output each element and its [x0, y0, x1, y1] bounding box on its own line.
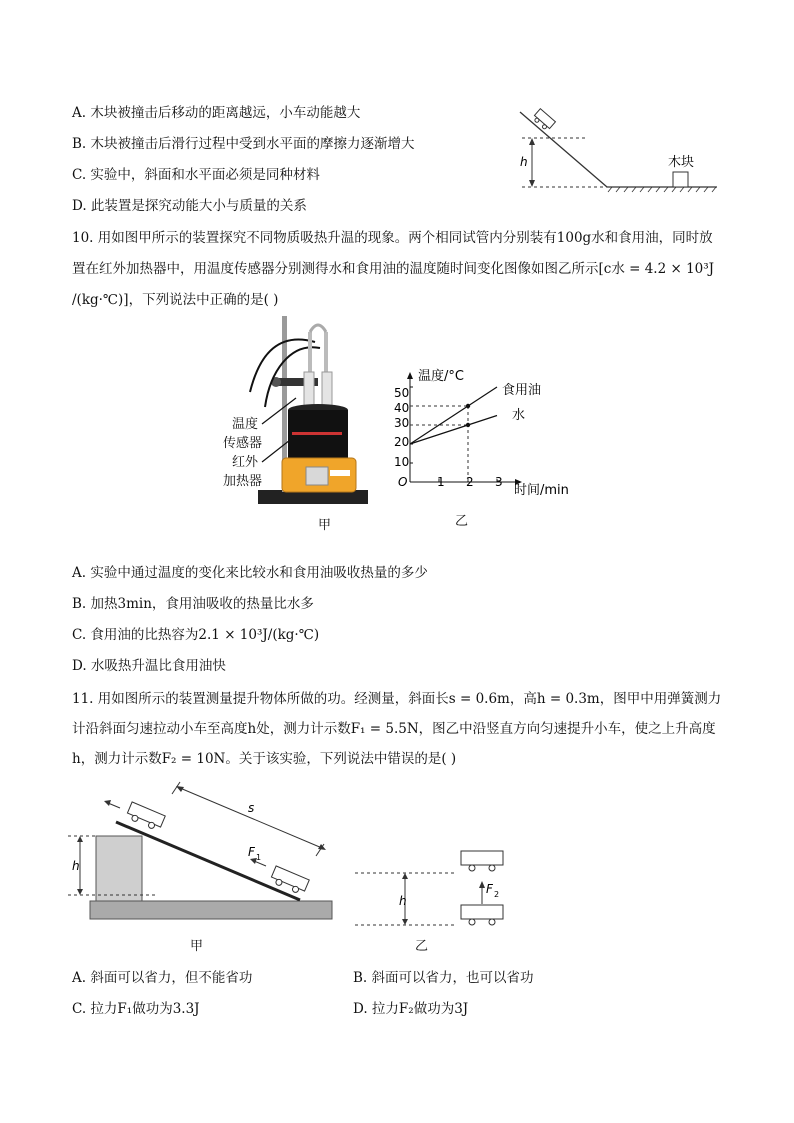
q11-s-label: s [248, 801, 255, 815]
graph-ytick-10: 10 [394, 455, 410, 469]
q10-temperature-graph [380, 362, 580, 502]
q11-stem-line3: h，测力计示数F₂ = 10N。关于该实验，下列说法中错误的是( ) [72, 751, 457, 767]
graph-series-label-oil: 食用油 [502, 383, 542, 398]
graph-origin: O [398, 475, 408, 489]
q9-incline-figure [512, 100, 722, 195]
graph-point-oil [466, 404, 470, 408]
graph-xtick-2: 2 [466, 475, 474, 489]
q10-caption-b: 乙 [455, 514, 469, 529]
q9-option-c: C. 实验中，斜面和水平面必须是同种材料 [72, 167, 320, 183]
graph-ytick-30: 30 [394, 416, 410, 430]
q10-option-c: C. 食用油的比热容为2.1 × 10³J/(kg·℃) [72, 627, 320, 643]
q10-caption-a: 甲 [318, 518, 332, 533]
q11-lift-h-label: h [399, 894, 407, 908]
q11-option-d: D. 拉力F₂做功为3J [353, 1001, 469, 1017]
graph-xtick-1: 1 [437, 475, 445, 489]
graph-ytick-50: 50 [394, 386, 410, 400]
q10-option-d: D. 水吸热升温比食用油快 [72, 658, 226, 674]
graph-xtick-3: 3 [495, 475, 503, 489]
q11-incline-figure [68, 780, 340, 925]
q10-label-heater: 加热器 [223, 474, 263, 489]
graph-series-label-water: 水 [512, 408, 526, 423]
q10-option-a: A. 实验中通过温度的变化来比较水和食用油吸收热量的多少 [72, 565, 428, 581]
q11-option-b: B. 斜面可以省力，也可以省功 [353, 970, 534, 986]
q11-stem-line2: 计沿斜面匀速拉动小车至高度h处，测力计示数F₁ = 5.5N，图乙中沿竖直方向匀速提升小车，使之上升高度 [72, 721, 716, 737]
q10-stem-line2: 置在红外加热器中，用温度传感器分别测得水和食用油的温度随时间变化图像如图乙所示[c水 = 4.2 × 10³J [72, 261, 715, 277]
q11-caption-a: 甲 [190, 939, 204, 954]
q10-option-b: B. 加热3min，食用油吸收的热量比水多 [72, 596, 314, 612]
q9-option-d: D. 此装置是探究动能大小与质量的关系 [72, 198, 307, 214]
q11-h-label: h [72, 859, 80, 873]
q11-caption-b: 乙 [415, 939, 429, 954]
q10-label-temp: 温度 [232, 417, 259, 432]
q10-stem-line3: /(kg·℃)]，下列说法中正确的是( ) [72, 292, 279, 308]
q11-f2-subscript: 2 [494, 890, 500, 899]
q11-f1-subscript: 1 [256, 853, 262, 862]
q9-block-label: 木块 [668, 155, 695, 170]
graph-line-water [410, 416, 497, 445]
q9-option-a: A. 木块被撞击后移动的距离越远，小车动能越大 [72, 105, 361, 121]
graph-ytick-20: 20 [394, 435, 410, 449]
q9-h-label: h [520, 155, 528, 169]
q10-label-infrared: 红外 [232, 455, 259, 470]
q10-label-sensor: 传感器 [223, 436, 263, 451]
q9-option-b: B. 木块被撞击后滑行过程中受到水平面的摩擦力逐渐增大 [72, 136, 415, 152]
q11-f1-label: F [248, 845, 255, 859]
q11-stem-line1: 11. 用如图所示的装置测量提升物体所做的功。经测量，斜面长s = 0.6m，高h = 0.3m，图甲中用弹簧测力 [72, 691, 722, 707]
q11-option-c: C. 拉力F₁做功为3.3J [72, 1001, 200, 1017]
graph-line-oil [410, 387, 497, 444]
graph-point-water [466, 423, 470, 427]
graph-xlabel: 时间/min [514, 483, 569, 498]
q11-option-a: A. 斜面可以省力，但不能省功 [72, 970, 253, 986]
graph-ytick-40: 40 [394, 401, 410, 415]
q10-stem-line1: 10. 用如图甲所示的装置探究不同物质吸热升温的现象。两个相同试管内分别装有100g水和食用油，同时放 [72, 230, 713, 246]
q11-f2-label: F [486, 882, 493, 896]
q11-vertical-lift-figure [355, 843, 515, 931]
graph-ylabel: 温度/°C [418, 369, 464, 384]
